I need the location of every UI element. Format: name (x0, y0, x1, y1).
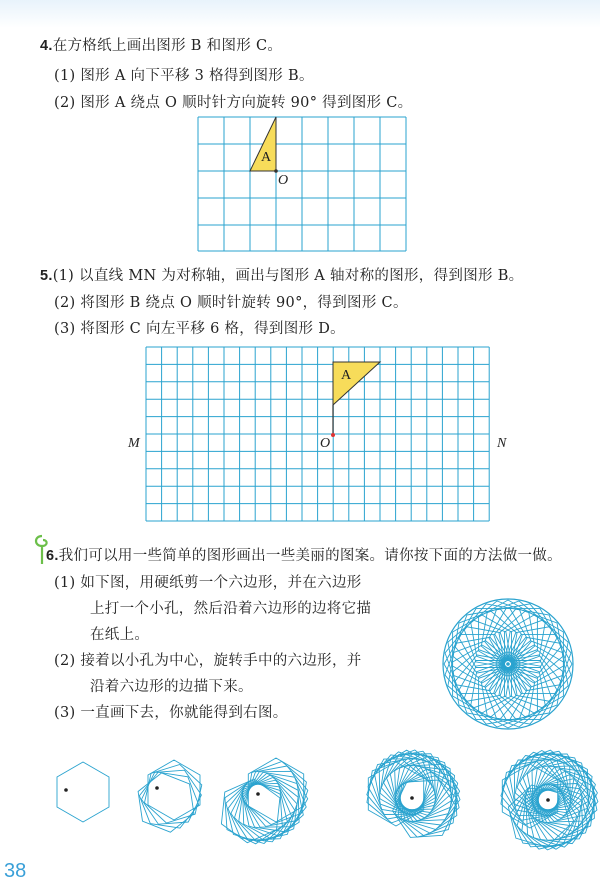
page-number: 38 (4, 860, 27, 882)
q5-point-o (331, 433, 335, 437)
step-hole (410, 796, 414, 800)
step-hexagon (142, 770, 202, 824)
q6-item1-line2: 上打一个小孔，然后沿着六边形的边将它描 (90, 601, 372, 617)
q6-step2-figure (134, 742, 214, 832)
q6-item1-line1: (1) 如下图，用硬纸剪一个六边形，并在六边形 (54, 575, 362, 591)
q4-item2: (2) 图形 A 绕点 O 顺时针方向旋转 90° 得到图形 C。 (54, 95, 413, 111)
q4-shape-label: A (261, 150, 272, 165)
q6-step3-figure (226, 734, 326, 834)
q6-title-text: 我们可以用一些简单的图形画出一些美丽的图案。请你按下面的方法做一做。 (58, 548, 562, 564)
q4-item1: (1) 图形 A 向下平移 3 格得到图形 B。 (54, 68, 314, 84)
q5-grid (146, 347, 492, 522)
step-hole (256, 792, 260, 796)
q5-grid-lines (146, 347, 489, 521)
q6-item2-line2: 沿着六边形的边描下来。 (90, 679, 253, 695)
q5-n-label: N (497, 436, 507, 451)
q6-title (46, 544, 562, 565)
q6-number: 6. (46, 548, 59, 564)
q6-step5-figure (480, 734, 580, 844)
step-hexagon (148, 760, 200, 820)
q4-title-text: 在方格纸上画出图形 B 和图形 C。 (52, 38, 283, 54)
q5-m-label: M (128, 436, 140, 451)
q5-item1-text: (1) 以直线 MN 为对称轴，画出与图形 A 轴对称的图形，得到图形 B。 (52, 268, 524, 284)
q5-item2: (2) 将图形 B 绕点 O 顺时针旋转 90°，得到图形 C。 (54, 295, 408, 311)
q6-step1-hexagon (48, 756, 118, 826)
step-hexagon (246, 762, 306, 825)
q5-number: 5. (40, 268, 53, 284)
q5-item3: (3) 将图形 C 向左平移 6 格，得到图形 D。 (54, 321, 345, 337)
q4-number: 4. (40, 38, 53, 54)
q5-shape-label: A (341, 368, 352, 383)
step-hole (546, 798, 550, 802)
q6-item1-line3: 在纸上。 (90, 627, 150, 643)
q6-item2-line1: (2) 接着以小孔为中心，旋转手中的六边形，并 (54, 653, 362, 669)
q5-point-label: O (320, 436, 331, 451)
q4-grid-lines (198, 117, 406, 251)
q4-title (40, 34, 282, 55)
q5-item1 (40, 264, 523, 285)
q6-step4-figure (346, 734, 446, 834)
step-hexagon (57, 762, 109, 822)
step-hole (64, 788, 68, 792)
q6-rosette-pattern (440, 596, 576, 732)
q4-grid (198, 117, 408, 252)
q6-item3: (3) 一直画下去，你就能得到右图。 (54, 705, 288, 721)
rosette-center (506, 662, 510, 666)
step-hole (155, 786, 159, 790)
q4-point-label: O (278, 173, 289, 188)
